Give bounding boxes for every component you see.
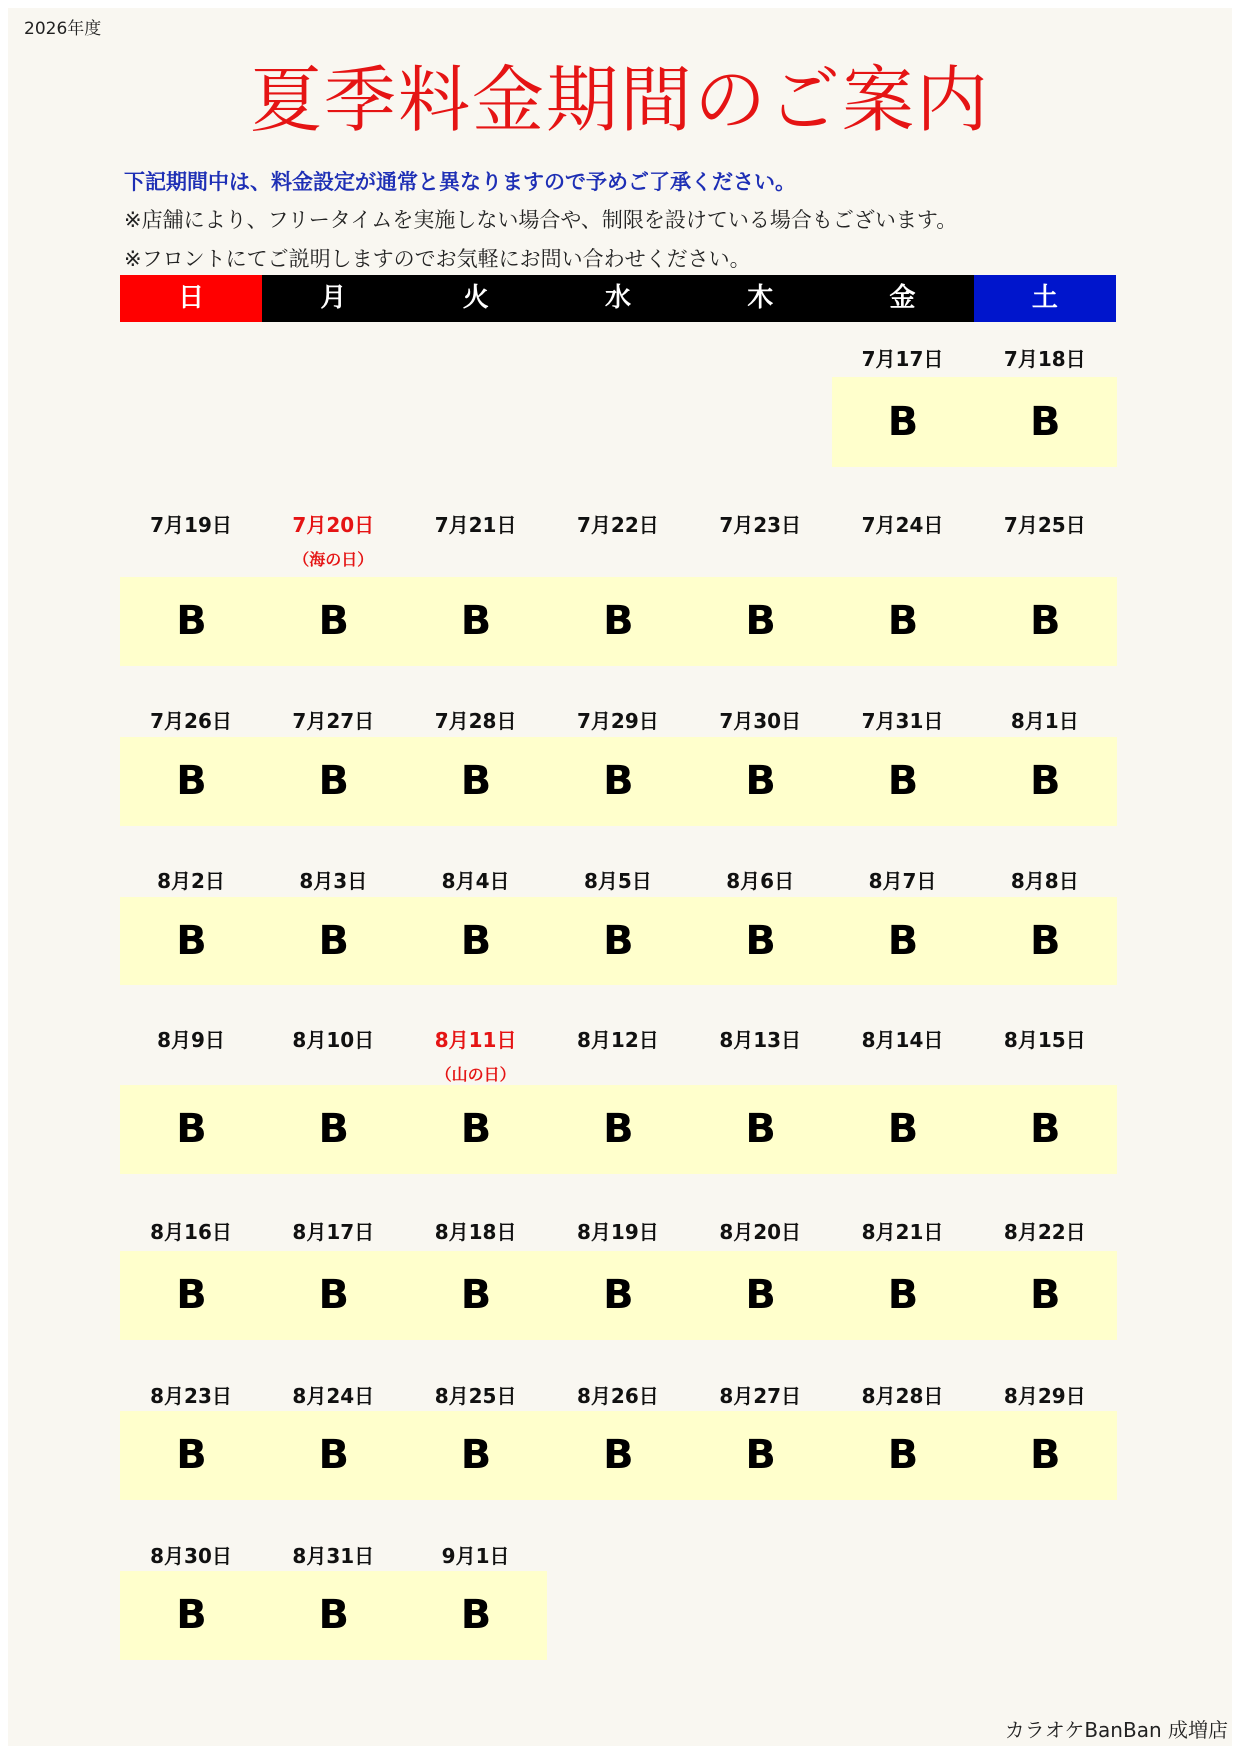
day-date: 8月18日 xyxy=(434,1220,517,1244)
rate-cell: B xyxy=(689,897,832,985)
rate-cell: B xyxy=(262,897,405,985)
day-date: 8月26日 xyxy=(577,1384,659,1408)
rate-cell: B xyxy=(120,1571,263,1660)
rate-cell: B xyxy=(405,897,548,985)
rate-cell: B xyxy=(974,377,1117,467)
day-date: 8月1日 xyxy=(1010,709,1079,733)
day-date: 8月7日 xyxy=(868,869,937,893)
notice-main: 下記期間中は、料金設定が通常と異なりますので予めご了承ください。 xyxy=(124,170,796,194)
rate-cell: B xyxy=(974,897,1117,985)
day-date: 8月3日 xyxy=(299,869,368,893)
rate-cell: B xyxy=(262,1411,405,1500)
notice-restriction: ※店舗により、フリータイムを実施しない場合や、制限を設けている場合もございます。 xyxy=(124,208,958,232)
day-date: 8月14日 xyxy=(861,1028,944,1052)
rate-cell: B xyxy=(832,737,975,826)
weekday-1: 月 xyxy=(262,275,404,322)
rate-cell: B xyxy=(262,577,405,666)
weekday-0: 日 xyxy=(120,275,262,322)
day-date: 8月2日 xyxy=(157,869,225,893)
rate-cell: B xyxy=(405,1411,548,1500)
weekday-5: 金 xyxy=(831,275,973,322)
day-date: 7月31日 xyxy=(861,709,944,733)
rate-cell: B xyxy=(974,1251,1117,1340)
rate-cell: B xyxy=(262,737,405,826)
day-date: 8月19日 xyxy=(577,1220,659,1244)
day-date: 8月4日 xyxy=(441,869,510,893)
notice-contact: ※フロントにてご説明しますのでお気軽にお問い合わせください。 xyxy=(124,247,751,271)
day-date: 8月25日 xyxy=(434,1384,517,1408)
day-date: 8月11日 xyxy=(434,1028,517,1052)
rate-cell: B xyxy=(120,737,263,826)
weekday-6: 土 xyxy=(974,275,1116,322)
day-date: 7月23日 xyxy=(719,513,802,537)
rate-cell: B xyxy=(547,577,690,666)
rate-cell: B xyxy=(262,1085,405,1174)
day-date: 8月12日 xyxy=(577,1028,659,1052)
day-date: 8月23日 xyxy=(150,1384,232,1408)
day-date: 8月30日 xyxy=(150,1544,232,1568)
rate-cell: B xyxy=(547,1411,690,1500)
day-date: 8月8日 xyxy=(1010,869,1079,893)
day-date: 7月17日 xyxy=(861,347,944,371)
rate-cell: B xyxy=(832,377,975,467)
day-date: 7月19日 xyxy=(150,513,232,537)
rate-cell: B xyxy=(120,897,263,985)
day-date: 7月20日 xyxy=(292,513,375,537)
rate-cell: B xyxy=(689,1085,832,1174)
rate-cell: B xyxy=(832,1085,975,1174)
rate-cell: B xyxy=(974,577,1117,666)
rate-cell: B xyxy=(547,1251,690,1340)
rate-cell: B xyxy=(405,737,548,826)
day-date: 8月13日 xyxy=(719,1028,802,1052)
page-title: 夏季料金期間のご案内 xyxy=(249,58,990,142)
fiscal-year: 2026年度 xyxy=(24,19,102,39)
weekday-2: 火 xyxy=(405,275,547,322)
day-date: 7月24日 xyxy=(861,513,944,537)
holiday-label: （海の日） xyxy=(293,550,374,569)
day-date: 8月6日 xyxy=(726,869,795,893)
rate-cell: B xyxy=(832,897,975,985)
day-date: 8月5日 xyxy=(583,869,652,893)
rate-cell: B xyxy=(405,1085,548,1174)
rate-cell: B xyxy=(689,1251,832,1340)
rate-cell: B xyxy=(405,1251,548,1340)
day-date: 8月20日 xyxy=(719,1220,802,1244)
day-date: 7月27日 xyxy=(292,709,375,733)
rate-cell: B xyxy=(974,737,1117,826)
rate-cell: B xyxy=(120,577,263,666)
rate-cell: B xyxy=(974,1085,1117,1174)
day-date: 8月31日 xyxy=(292,1544,375,1568)
rate-cell: B xyxy=(547,1085,690,1174)
holiday-label: （山の日） xyxy=(435,1065,516,1084)
day-date: 7月29日 xyxy=(577,709,659,733)
day-date: 7月18日 xyxy=(1003,347,1086,371)
day-date: 7月28日 xyxy=(434,709,517,733)
day-date: 7月25日 xyxy=(1003,513,1086,537)
day-date: 7月21日 xyxy=(434,513,517,537)
rate-cell: B xyxy=(689,1411,832,1500)
day-date: 8月16日 xyxy=(150,1220,232,1244)
day-date: 7月22日 xyxy=(577,513,659,537)
rate-cell: B xyxy=(405,577,548,666)
weekday-4: 木 xyxy=(689,275,831,322)
rate-cell: B xyxy=(689,577,832,666)
day-date: 8月9日 xyxy=(157,1028,225,1052)
rate-cell: B xyxy=(120,1085,263,1174)
day-date: 7月26日 xyxy=(150,709,232,733)
rate-cell: B xyxy=(120,1251,263,1340)
day-date: 8月27日 xyxy=(719,1384,802,1408)
day-date: 8月10日 xyxy=(292,1028,375,1052)
day-date: 8月17日 xyxy=(292,1220,375,1244)
day-date: 9月1日 xyxy=(441,1544,510,1568)
rate-cell: B xyxy=(832,1251,975,1340)
weekday-header xyxy=(120,275,1116,322)
rate-cell: B xyxy=(547,737,690,826)
rate-cell: B xyxy=(832,577,975,666)
day-date: 8月21日 xyxy=(861,1220,944,1244)
rate-cell: B xyxy=(974,1411,1117,1500)
day-date: 8月15日 xyxy=(1003,1028,1086,1052)
rate-cell: B xyxy=(262,1571,405,1660)
weekday-3: 水 xyxy=(547,275,689,322)
day-date: 8月28日 xyxy=(861,1384,944,1408)
rate-cell: B xyxy=(547,897,690,985)
rate-cell: B xyxy=(262,1251,405,1340)
day-date: 7月30日 xyxy=(719,709,802,733)
store-name: カラオケBanBan 成増店 xyxy=(1004,1718,1228,1742)
day-date: 8月24日 xyxy=(292,1384,375,1408)
rate-cell: B xyxy=(832,1411,975,1500)
rate-cell: B xyxy=(120,1411,263,1500)
day-date: 8月29日 xyxy=(1003,1384,1086,1408)
rate-cell: B xyxy=(405,1571,548,1660)
day-date: 8月22日 xyxy=(1003,1220,1086,1244)
rate-cell: B xyxy=(689,737,832,826)
